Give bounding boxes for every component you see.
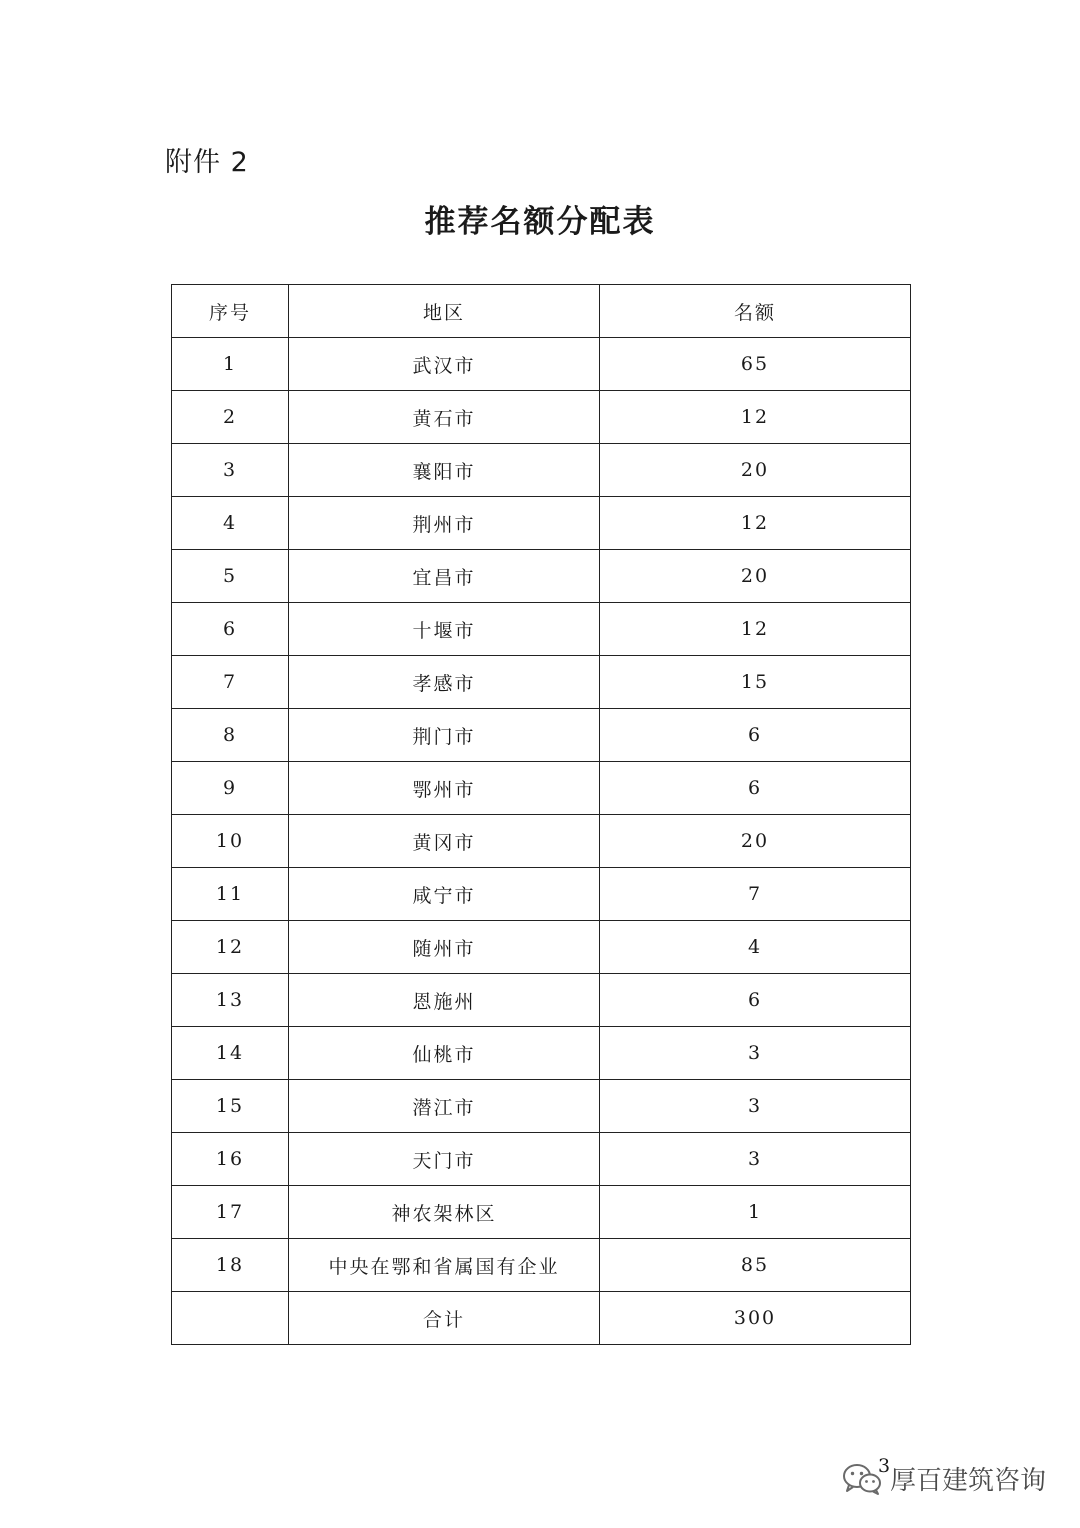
cell-quota: 12 (600, 497, 911, 550)
table-row (172, 391, 911, 444)
cell-quota: 1 (600, 1186, 911, 1239)
cell-quota: 7 (600, 868, 911, 921)
document-title: 推荐名额分配表 (424, 204, 656, 240)
column-header-no: 序号 (172, 285, 289, 338)
cell-no: 16 (172, 1133, 289, 1186)
table-row (172, 709, 911, 762)
cell-region: 孝感市 (289, 656, 600, 709)
cell-no: 5 (172, 550, 289, 603)
cell-quota: 20 (600, 815, 911, 868)
cell-quota: 3 (600, 1133, 911, 1186)
watermark (842, 1460, 1046, 1497)
cell-region: 黄石市 (289, 391, 600, 444)
cell-region: 黄冈市 (289, 815, 600, 868)
cell-quota: 85 (600, 1239, 911, 1292)
cell-no: 18 (172, 1239, 289, 1292)
table-row (172, 444, 911, 497)
table-row (172, 656, 911, 709)
cell-quota: 4 (600, 921, 911, 974)
cell-region: 随州市 (289, 921, 600, 974)
cell-region: 鄂州市 (289, 762, 600, 815)
cell-no: 17 (172, 1186, 289, 1239)
wechat-icon (842, 1462, 882, 1496)
table-row (172, 974, 911, 1027)
cell-region: 合计 (289, 1292, 600, 1345)
cell-quota: 6 (600, 974, 911, 1027)
cell-no: 9 (172, 762, 289, 815)
cell-quota: 3 (600, 1080, 911, 1133)
table-row (172, 550, 911, 603)
cell-no: 10 (172, 815, 289, 868)
cell-no: 8 (172, 709, 289, 762)
cell-region: 神农架林区 (289, 1186, 600, 1239)
table-row (172, 338, 911, 391)
column-header-region: 地区 (289, 285, 600, 338)
table-total-row (172, 1292, 911, 1345)
quota-allocation-table (171, 284, 911, 1345)
table-header-row (172, 285, 911, 338)
cell-no (172, 1292, 289, 1345)
cell-no: 3 (172, 444, 289, 497)
table-row (172, 762, 911, 815)
cell-region: 襄阳市 (289, 444, 600, 497)
table-row (172, 1133, 911, 1186)
cell-region: 十堰市 (289, 603, 600, 656)
cell-quota: 6 (600, 762, 911, 815)
table-row (172, 921, 911, 974)
cell-quota: 20 (600, 444, 911, 497)
cell-no: 12 (172, 921, 289, 974)
table-body (172, 338, 911, 1345)
cell-no: 1 (172, 338, 289, 391)
cell-no: 13 (172, 974, 289, 1027)
table-row (172, 497, 911, 550)
table-row (172, 1027, 911, 1080)
column-header-quota: 名额 (600, 285, 911, 338)
cell-quota: 6 (600, 709, 911, 762)
cell-no: 2 (172, 391, 289, 444)
cell-region: 天门市 (289, 1133, 600, 1186)
cell-quota: 300 (600, 1292, 911, 1345)
table-row (172, 1239, 911, 1292)
cell-region: 仙桃市 (289, 1027, 600, 1080)
cell-no: 11 (172, 868, 289, 921)
table-header (172, 285, 911, 338)
cell-quota: 12 (600, 603, 911, 656)
cell-region: 荆门市 (289, 709, 600, 762)
table-row (172, 815, 911, 868)
cell-quota: 12 (600, 391, 911, 444)
watermark-text: 厚百建筑咨询 (890, 1466, 1047, 1496)
cell-region: 潜江市 (289, 1080, 600, 1133)
cell-quota: 15 (600, 656, 911, 709)
cell-no: 7 (172, 656, 289, 709)
table-row (172, 1186, 911, 1239)
attachment-label: 附件 2 (165, 147, 249, 178)
cell-no: 15 (172, 1080, 289, 1133)
cell-region: 武汉市 (289, 338, 600, 391)
cell-no: 6 (172, 603, 289, 656)
page-number: 3 (878, 1455, 891, 1477)
cell-region: 咸宁市 (289, 868, 600, 921)
table-row (172, 603, 911, 656)
cell-quota: 3 (600, 1027, 911, 1080)
cell-region: 恩施州 (289, 974, 600, 1027)
cell-no: 4 (172, 497, 289, 550)
cell-quota: 20 (600, 550, 911, 603)
cell-no: 14 (172, 1027, 289, 1080)
table-row (172, 1080, 911, 1133)
cell-quota: 65 (600, 338, 911, 391)
cell-region: 荆州市 (289, 497, 600, 550)
cell-region: 宜昌市 (289, 550, 600, 603)
table-row (172, 868, 911, 921)
cell-region: 中央在鄂和省属国有企业 (289, 1239, 600, 1292)
